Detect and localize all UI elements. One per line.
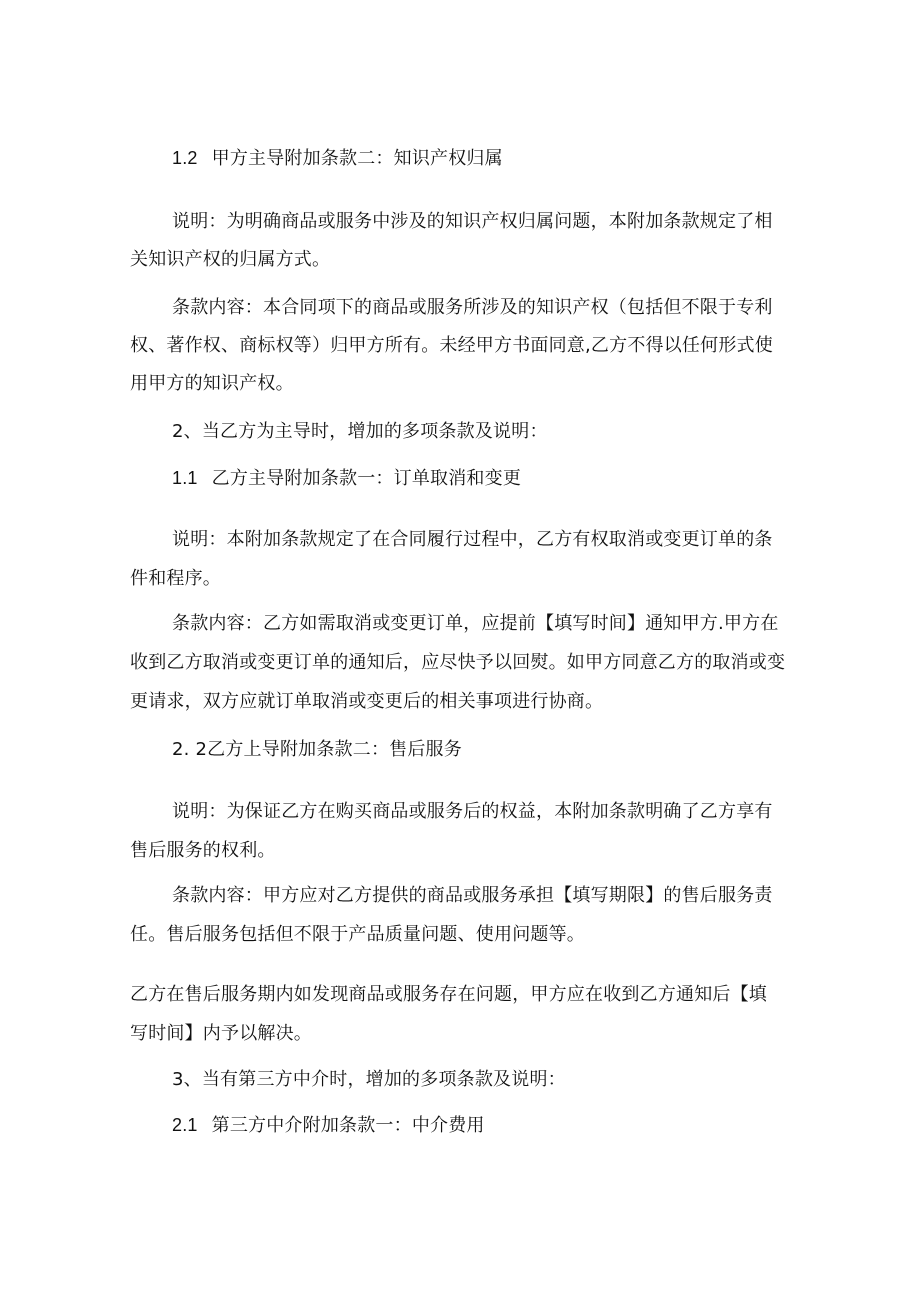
paragraph-line: 说明：为明确商品或服务中涉及的知识产权归属问题，本附加条款规定了相 [172, 211, 773, 232]
paragraph-line: 用甲方的知识产权。 [130, 373, 294, 394]
paragraph-line: 售后服务的权利。 [130, 840, 276, 861]
paragraph-line: 关知识产权的归属方式。 [130, 249, 331, 270]
heading-title: 第三方中介附加条款一：中介费用 [211, 1115, 485, 1136]
section-heading-3: 3、当有第三方中介时，增加的多项条款及说明： [172, 1069, 566, 1090]
heading-number: 1.1 [172, 468, 198, 488]
heading-title: 甲方主导附加条款二：知识产权归属 [211, 148, 503, 169]
paragraph-line: 条款内容：甲方应对乙方提供的商品或服务承担【填写期限】的售后服务责 [172, 885, 773, 906]
heading-number: 1.2 [172, 148, 198, 168]
paragraph-line: 收到乙方取消或变更订单的通知后，应尽快予以回熨。如甲方同意乙方的取消或变 [130, 652, 786, 673]
paragraph-line: 权、著作权、商标权等）归甲方所有。未经甲方书面同意,乙方不得以任何形式使 [130, 335, 773, 356]
paragraph-line: 任。售后服务包括但不限于产品质量问题、使用问题等。 [130, 924, 585, 945]
heading-2-1 [172, 1113, 485, 1138]
heading-1-2 [172, 146, 503, 171]
paragraph-line: 更请求，双方应就订单取消或变更后的相关事项进行协商。 [130, 691, 604, 712]
paragraph-line: 条款内容：乙方如需取消或变更订单，应提前【填写时间】通知甲方.甲方在 [172, 613, 779, 634]
paragraph-line: 乙方在售后服务期内如发现商品或服务存在问题，甲方应在收到乙方通知后【填 [130, 984, 767, 1005]
paragraph-line: 说明：为保证乙方在购买商品或服务后的权益，本附加条款明确了乙方享有 [172, 801, 773, 822]
paragraph-line: 写时间】内予以解决。 [130, 1023, 312, 1044]
paragraph-line: 说明：本附加条款规定了在合同履行过程中，乙方有权取消或变更订单的条 [172, 529, 773, 550]
heading-title: 乙方主导附加条款一：订单取消和变更 [211, 468, 522, 489]
section-heading-2: 2、当乙方为主导时，增加的多项条款及说明： [172, 421, 548, 442]
heading-2-2: 2. 2乙方上导附加条款二：售后服务 [172, 739, 462, 760]
heading-1-1 [172, 466, 521, 491]
paragraph-line: 条款内容：本合同项下的商品或服务所涉及的知识产权（包括但不限于专利 [172, 297, 773, 318]
heading-number: 2.1 [172, 1115, 198, 1135]
paragraph-line: 件和程序。 [130, 568, 221, 589]
